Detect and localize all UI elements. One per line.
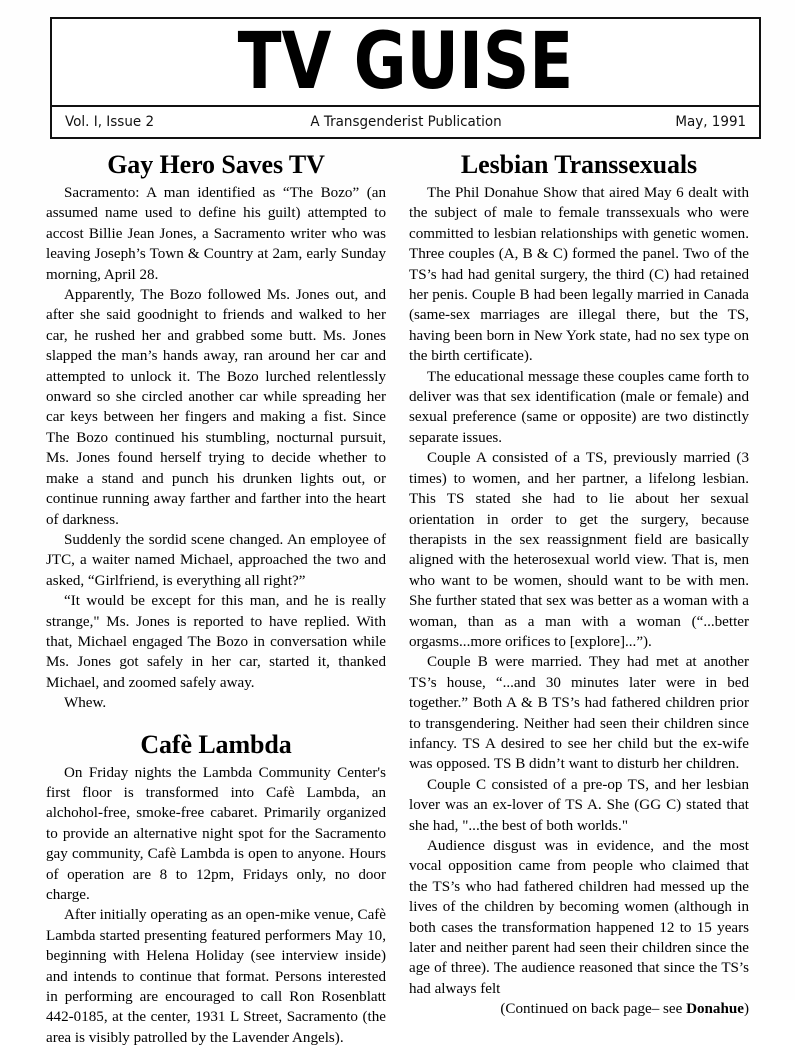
- headline-gay-hero-saves-tv: Gay Hero Saves TV: [107, 150, 325, 179]
- masthead: [50, 17, 761, 139]
- article-paragraph: Audience disgust was in evidence, and the most vocal opposition came from people who claimed that the TS’s who had fathered children had messed up the lives of the children by becoming women (although in both cases the transformation happened 12 to 15 years later and neither parent had seen their children since the age of three). The audience reasoned that since the TS’s had always felt: [409, 838, 749, 997]
- article-paragraph: Sacramento: A man identified as “The Bozo” (an assumed name used to define his guilt) attempted to accost Billie Jean Jones, a Sacramento writer who was leaving Joseph’s Town & Country at 2am, early Sunday morning, April 28.: [46, 185, 386, 283]
- article-paragraph: Whew.: [64, 695, 107, 712]
- issue-date-label: May, 1991: [675, 114, 746, 130]
- article-paragraph: Suddenly the sordid scene changed. An employee of JTC, a waiter named Michael, approached the two and asked, “Girlfriend, is everything all right?”: [46, 531, 386, 589]
- article-paragraph: After initially operating as an open-mike venue, Cafè Lambda started presenting featured performers May 10, beginning with Helena Holiday (see interview inside) and intends to continue that format. Persons interested in performing are encouraged to call Ron Rosenblatt 442-0185, at the center, 1931 L Street, Sacramento (the area is visibly patrolled by the Lavender Angels).: [46, 907, 386, 1046]
- volume-issue-label: Vol. I, Issue 2: [65, 114, 155, 130]
- publication-logo: TV GUISE: [237, 19, 574, 107]
- left-column: [46, 150, 386, 1048]
- article-paragraph: Couple A consisted of a TS, previously married (3 times) to women, and her partner, a lifelong lesbian. This TS stated she had to lie about her sexual orientation in order to get the surgery, because therapists in the sex reassignment field are basically aligned with the heterosexual world view. That is, men who want to be women, should want to be with men. She further stated that sex was better as a woman with a woman, than as a man with a woman (“...better orgasms...more orifices to [explore]...”).: [409, 450, 749, 650]
- continued-suffix: ): [743, 1001, 749, 1018]
- publication-tagline: A Transgenderist Publication: [309, 114, 502, 130]
- masthead-logo-box: [52, 19, 759, 107]
- masthead-info-bar: [52, 107, 759, 137]
- article-paragraph: Couple C consisted of a pre-op TS, and her lesbian lover was an ex-lover of TS A. She (GG C) stated that she had, "...the best of both worlds.": [409, 776, 749, 834]
- right-column: [409, 150, 749, 1020]
- article-paragraph: On Friday nights the Lambda Community Center's first floor is transformed into Cafè Lambda, an alchohol-free, smoke-free cabaret. Primarily organized to provide an alternative night spot for the Sacramento gay community, Cafè Lambda is open to anyone. Hours of operation are 8 to 12pm, Fridays only, no door charge.: [46, 764, 386, 903]
- article-paragraph: The Phil Donahue Show that aired May 6 dealt with the subject of male to female transsexuals who were committed to lesbian relationships with genetic women. Three couples (A, B & C) formed the panel. Two of the TS’s had had genital surgery, the third (C) had retained her penis. Couple B had been legally married in Canada (same-sex marriages are illegal there, but the TS, having been born in New York state, had no sex type on the birth certificate).: [409, 185, 749, 365]
- article-paragraph: Apparently, The Bozo followed Ms. Jones out, and after she said goodnight to friends and walked to her car, he rushed her and grabbed some butt. Ms. Jones slapped the man’s hands away, ran around her car and attempted to unlock it. The Bozo lurched relentlessly onward so she circled another car while spreading her car keys between her fingers and making a fist. Since The Bozo continued his stumbling, nocturnal pursuit, Ms. Jones found herself trying to decide whether to make a stand and punch his drunken lights out, or continue running away farther and farther into the heart of darkness.: [46, 287, 386, 528]
- headline-cafe-lambda: Cafè Lambda: [140, 729, 292, 759]
- article-columns: [0, 150, 795, 1046]
- continued-article-ref: Donahue: [686, 1001, 744, 1018]
- article-paragraph: “It would be except for this man, and he is really strange," Ms. Jones is reported to have replied. With that, Michael engaged The Bozo in conversation while Ms. Jones got safely in her car, started it, thanked Michael, and zoomed safely away.: [46, 593, 386, 691]
- article-paragraph: The educational message these couples came forth to deliver was that sex identification (male or female) and sexual preference (same or opposite) are two distinctly separate issues.: [409, 368, 749, 446]
- continued-note: [409, 999, 749, 1019]
- headline-lesbian-transsexuals: Lesbian Transsexuals: [460, 150, 698, 179]
- continued-prefix: (Continued on back page– see: [500, 1001, 687, 1018]
- article-paragraph: Couple B were married. They had met at another TS’s house, “...and 30 minutes later were in bed together.” Both A & B TS’s had fathered children prior to transgendering. Neither had seen their children since infancy. TS A desired to see her child but the ex-wife was opposed. TS B didn’t want to disturb her children.: [409, 654, 749, 773]
